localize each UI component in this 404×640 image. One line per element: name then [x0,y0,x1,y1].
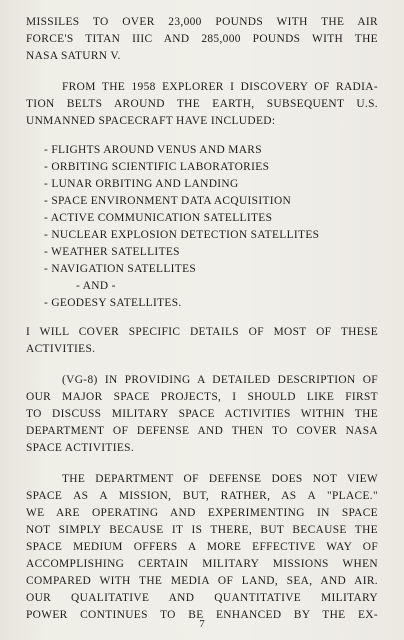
list-item: - GEODESY SATELLITES. [44,297,182,309]
list-item: - SPACE ENVIRONMENT DATA ACQUISITION [44,195,292,207]
text-line: NASA SATURN V. [26,50,121,62]
text-line: COMPARED WITH THE MEDIA OF LAND, SEA, AND AIR. [26,575,378,587]
text-line: MISSILES TO OVER 23,000 POUNDS WITH THE AIR [26,16,378,28]
paragraph-missiles [26,14,378,65]
paragraph-vg8 [26,372,378,457]
list-item: - ORBITING SCIENTIFIC LABORATORIES [44,161,270,173]
paragraph-details [26,324,378,358]
text-line: DEPARTMENT OF DEFENSE AND THEN TO COVER NASA [26,425,378,437]
text-line: SPACE MEDIUM OFFERS A MORE EFFECTIVE WAY OF [26,541,378,553]
list-item: - NAVIGATION SATELLITES [44,263,197,275]
text-line: THE DEPARTMENT OF DEFENSE DOES NOT VIEW [62,473,378,485]
text-line: POWER CONTINUES TO BE ENHANCED BY THE EX- [26,609,378,621]
list-item: - AND - [76,280,116,292]
text-line: TION BELTS AROUND THE EARTH, SUBSEQUENT U.S. [26,98,378,110]
paragraph-explorer [26,79,378,130]
paragraph-defense [26,471,378,624]
text-line: UNMANNED SPACECRAFT HAVE INCLUDED: [26,115,276,127]
list-item: - ACTIVE COMMUNICATION SATELLITES [44,212,273,224]
list-item: - LUNAR ORBITING AND LANDING [44,178,239,190]
list-item: - NUCLEAR EXPLOSION DETECTION SATELLITES [44,229,320,241]
page-number: 7 [199,618,205,630]
text-line: NOT SIMPLY BECAUSE IT IS THERE, BUT BECAUSE THE [26,524,378,536]
text-line: OUR MAJOR SPACE PROJECTS, I SHOULD LIKE FIRST [26,391,378,403]
text-line: ACCOMPLISHING CERTAIN MILITARY MISSIONS WHEN [26,558,378,570]
text-line: WE ARE OPERATING AND EXPERIMENTING IN SPACE [26,507,378,519]
body-text [26,14,378,624]
list-item: - FLIGHTS AROUND VENUS AND MARS [44,144,262,156]
text-line: TO DISCUSS MILITARY SPACE ACTIVITIES WITHIN THE [26,408,378,420]
list-item: - WEATHER SATELLITES [44,246,180,258]
spacecraft-list [26,142,378,312]
text-line: OUR QUALITATIVE AND QUANTITATIVE MILITARY [26,592,378,604]
text-line: I WILL COVER SPECIFIC DETAILS OF MOST OF THESE [26,326,378,338]
text-line: FROM THE 1958 EXPLORER I DISCOVERY OF RADIA- [62,81,378,93]
text-line: FORCE'S TITAN IIIC AND 285,000 POUNDS WITH THE [26,33,378,45]
text-line: ACTIVITIES. [26,343,96,355]
text-line: SPACE ACTIVITIES. [26,442,135,454]
text-line: (VG-8) IN PROVIDING A DETAILED DESCRIPTION OF [62,374,378,386]
text-line: SPACE AS A MISSION, BUT, RATHER, AS A "PLACE." [26,490,378,502]
